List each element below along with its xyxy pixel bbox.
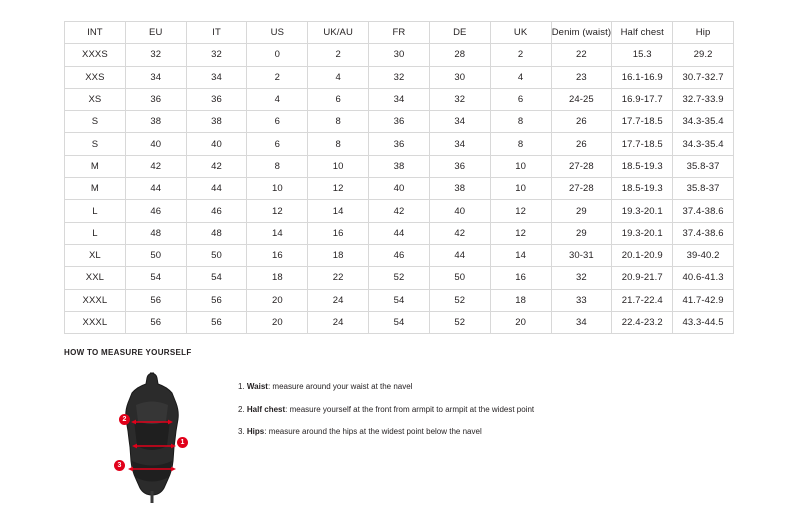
column-header-half-chest: Half chest	[612, 22, 673, 44]
cell-de: 34	[429, 133, 490, 155]
cell-eu: 54	[125, 267, 186, 289]
cell-uk-au: 10	[308, 155, 369, 177]
cell-uk: 16	[490, 267, 551, 289]
cell-us: 4	[247, 88, 308, 110]
cell-int: XS	[65, 88, 126, 110]
cell-int: L	[65, 200, 126, 222]
table-row	[65, 178, 734, 200]
measure-item-text-1: : measure around your waist at the navel	[267, 382, 413, 391]
cell-uk: 10	[490, 178, 551, 200]
table-row	[65, 111, 734, 133]
cell-uk: 12	[490, 200, 551, 222]
cell-uk-au: 24	[308, 289, 369, 311]
column-header-eu: EU	[125, 22, 186, 44]
cell-uk-au: 8	[308, 133, 369, 155]
cell-hip: 39-40.2	[673, 244, 734, 266]
cell-hip: 30.7-32.7	[673, 66, 734, 88]
cell-fr: 36	[369, 133, 430, 155]
cell-de: 52	[429, 311, 490, 333]
cell-us: 6	[247, 111, 308, 133]
measure-item-lead-1: Waist	[246, 382, 268, 391]
cell-fr: 52	[369, 267, 430, 289]
cell-denim-waist: 32	[551, 267, 612, 289]
cell-us: 12	[247, 200, 308, 222]
measure-instructions-list	[238, 381, 534, 449]
cell-fr: 46	[369, 244, 430, 266]
table-row	[65, 289, 734, 311]
list-item	[238, 381, 534, 393]
cell-us: 20	[247, 311, 308, 333]
cell-fr: 32	[369, 66, 430, 88]
cell-half-chest: 20.9-21.7	[612, 267, 673, 289]
cell-de: 32	[429, 88, 490, 110]
column-header-int: INT	[65, 22, 126, 44]
cell-uk-au: 14	[308, 200, 369, 222]
measure-item-text-3: : measure around the hips at the widest point below the navel	[264, 427, 482, 437]
cell-us: 0	[247, 44, 308, 66]
cell-it: 34	[186, 66, 247, 88]
cell-fr: 44	[369, 222, 430, 244]
cell-denim-waist: 29	[551, 200, 612, 222]
cell-hip: 41.7-42.9	[673, 289, 734, 311]
cell-hip: 32.7-33.9	[673, 88, 734, 110]
cell-hip: 37.4-38.6	[673, 222, 734, 244]
cell-de: 42	[429, 222, 490, 244]
list-item	[238, 426, 534, 438]
cell-denim-waist: 34	[551, 311, 612, 333]
cell-half-chest: 19.3-20.1	[612, 200, 673, 222]
cell-half-chest: 20.1-20.9	[612, 244, 673, 266]
cell-it: 48	[186, 222, 247, 244]
cell-half-chest: 17.7-18.5	[612, 111, 673, 133]
measure-badge-1: 1	[177, 437, 188, 448]
cell-uk: 20	[490, 311, 551, 333]
cell-it: 46	[186, 200, 247, 222]
size-chart-body	[65, 44, 734, 334]
how-to-measure-body	[64, 365, 744, 505]
cell-int: M	[65, 178, 126, 200]
cell-uk-au: 8	[308, 111, 369, 133]
cell-uk: 6	[490, 88, 551, 110]
cell-int: XXXL	[65, 311, 126, 333]
cell-uk-au: 4	[308, 66, 369, 88]
cell-int: XXXS	[65, 44, 126, 66]
cell-it: 40	[186, 133, 247, 155]
table-row	[65, 311, 734, 333]
cell-eu: 48	[125, 222, 186, 244]
cell-uk: 14	[490, 244, 551, 266]
column-header-de: DE	[429, 22, 490, 44]
cell-fr: 42	[369, 200, 430, 222]
cell-it: 44	[186, 178, 247, 200]
cell-denim-waist: 24-25	[551, 88, 612, 110]
table-row	[65, 44, 734, 66]
cell-eu: 42	[125, 155, 186, 177]
cell-it: 32	[186, 44, 247, 66]
cell-us: 8	[247, 155, 308, 177]
table-row	[65, 200, 734, 222]
cell-eu: 34	[125, 66, 186, 88]
cell-half-chest: 15.3	[612, 44, 673, 66]
column-header-it: IT	[186, 22, 247, 44]
cell-de: 52	[429, 289, 490, 311]
cell-hip: 35.8-37	[673, 155, 734, 177]
cell-uk: 4	[490, 66, 551, 88]
cell-half-chest: 22.4-23.2	[612, 311, 673, 333]
cell-int: M	[65, 155, 126, 177]
cell-uk: 8	[490, 111, 551, 133]
measure-item-number-3: 3.	[238, 427, 245, 437]
cell-denim-waist: 26	[551, 111, 612, 133]
cell-half-chest: 18.5-19.3	[612, 178, 673, 200]
column-header-denim-waist: Denim (waist)	[551, 22, 612, 44]
measure-item-number-2: 2.	[238, 404, 245, 414]
cell-denim-waist: 33	[551, 289, 612, 311]
measure-item-lead-2: Half chest	[246, 404, 286, 414]
cell-int: XXS	[65, 66, 126, 88]
cell-uk-au: 16	[308, 222, 369, 244]
cell-uk-au: 6	[308, 88, 369, 110]
cell-us: 6	[247, 133, 308, 155]
cell-eu: 46	[125, 200, 186, 222]
mannequin-illustration	[92, 365, 212, 505]
cell-int: XL	[65, 244, 126, 266]
cell-de: 30	[429, 66, 490, 88]
cell-half-chest: 18.5-19.3	[612, 155, 673, 177]
table-row	[65, 244, 734, 266]
table-row	[65, 155, 734, 177]
cell-uk-au: 22	[308, 267, 369, 289]
how-to-measure-section	[64, 348, 744, 505]
cell-de: 34	[429, 111, 490, 133]
cell-uk-au: 12	[308, 178, 369, 200]
cell-it: 50	[186, 244, 247, 266]
cell-hip: 40.6-41.3	[673, 267, 734, 289]
measure-badge-2: 2	[119, 414, 130, 425]
cell-uk-au: 2	[308, 44, 369, 66]
cell-de: 28	[429, 44, 490, 66]
column-header-fr: FR	[369, 22, 430, 44]
cell-fr: 34	[369, 88, 430, 110]
cell-fr: 30	[369, 44, 430, 66]
table-row	[65, 133, 734, 155]
cell-hip: 29.2	[673, 44, 734, 66]
column-header-hip: Hip	[673, 22, 734, 44]
cell-denim-waist: 30-31	[551, 244, 612, 266]
cell-half-chest: 21.7-22.4	[612, 289, 673, 311]
cell-half-chest: 17.7-18.5	[612, 133, 673, 155]
cell-de: 40	[429, 200, 490, 222]
cell-uk-au: 18	[308, 244, 369, 266]
table-row	[65, 267, 734, 289]
column-header-us: US	[247, 22, 308, 44]
cell-hip: 43.3-44.5	[673, 311, 734, 333]
size-chart-table	[64, 21, 734, 334]
cell-it: 38	[186, 111, 247, 133]
cell-hip: 35.8-37	[673, 178, 734, 200]
cell-fr: 54	[369, 289, 430, 311]
column-header-uk-au: UK/AU	[308, 22, 369, 44]
cell-fr: 54	[369, 311, 430, 333]
table-row	[65, 66, 734, 88]
cell-hip: 37.4-38.6	[673, 200, 734, 222]
cell-eu: 40	[125, 133, 186, 155]
list-item	[238, 404, 534, 416]
cell-eu: 36	[125, 88, 186, 110]
table-row	[65, 222, 734, 244]
measure-item-number-1: 1.	[238, 382, 245, 391]
cell-it: 36	[186, 88, 247, 110]
cell-it: 54	[186, 267, 247, 289]
cell-eu: 32	[125, 44, 186, 66]
cell-half-chest: 19.3-20.1	[612, 222, 673, 244]
cell-uk-au: 24	[308, 311, 369, 333]
measure-item-text-2: : measure yourself at the front from armpit to armpit at the widest point	[285, 404, 535, 414]
cell-denim-waist: 26	[551, 133, 612, 155]
cell-uk: 8	[490, 133, 551, 155]
cell-us: 14	[247, 222, 308, 244]
table-row	[65, 88, 734, 110]
cell-int: XXXL	[65, 289, 126, 311]
cell-uk: 12	[490, 222, 551, 244]
cell-half-chest: 16.9-17.7	[612, 88, 673, 110]
cell-denim-waist: 23	[551, 66, 612, 88]
cell-us: 10	[247, 178, 308, 200]
measurement-figure	[92, 365, 212, 505]
cell-int: L	[65, 222, 126, 244]
cell-us: 20	[247, 289, 308, 311]
cell-eu: 56	[125, 311, 186, 333]
cell-denim-waist: 27-28	[551, 178, 612, 200]
cell-eu: 56	[125, 289, 186, 311]
cell-eu: 44	[125, 178, 186, 200]
cell-de: 38	[429, 178, 490, 200]
cell-hip: 34.3-35.4	[673, 133, 734, 155]
cell-de: 36	[429, 155, 490, 177]
size-chart-container	[64, 21, 734, 334]
cell-us: 2	[247, 66, 308, 88]
cell-denim-waist: 22	[551, 44, 612, 66]
cell-uk: 18	[490, 289, 551, 311]
table-header-row	[65, 22, 734, 44]
cell-fr: 38	[369, 155, 430, 177]
cell-us: 16	[247, 244, 308, 266]
cell-it: 42	[186, 155, 247, 177]
cell-fr: 40	[369, 178, 430, 200]
cell-denim-waist: 29	[551, 222, 612, 244]
cell-it: 56	[186, 289, 247, 311]
cell-half-chest: 16.1-16.9	[612, 66, 673, 88]
cell-uk: 10	[490, 155, 551, 177]
size-chart-header	[65, 22, 734, 44]
measure-badge-3: 3	[114, 460, 125, 471]
column-header-uk: UK	[490, 22, 551, 44]
cell-hip: 34.3-35.4	[673, 111, 734, 133]
cell-int: S	[65, 133, 126, 155]
measure-item-lead-3: Hips	[246, 427, 265, 437]
cell-eu: 38	[125, 111, 186, 133]
cell-us: 18	[247, 267, 308, 289]
cell-fr: 36	[369, 111, 430, 133]
cell-de: 44	[429, 244, 490, 266]
cell-uk: 2	[490, 44, 551, 66]
cell-denim-waist: 27-28	[551, 155, 612, 177]
cell-int: XXL	[65, 267, 126, 289]
cell-int: S	[65, 111, 126, 133]
cell-de: 50	[429, 267, 490, 289]
how-to-measure-title: HOW TO MEASURE YOURSELF	[64, 348, 192, 357]
cell-it: 56	[186, 311, 247, 333]
cell-eu: 50	[125, 244, 186, 266]
